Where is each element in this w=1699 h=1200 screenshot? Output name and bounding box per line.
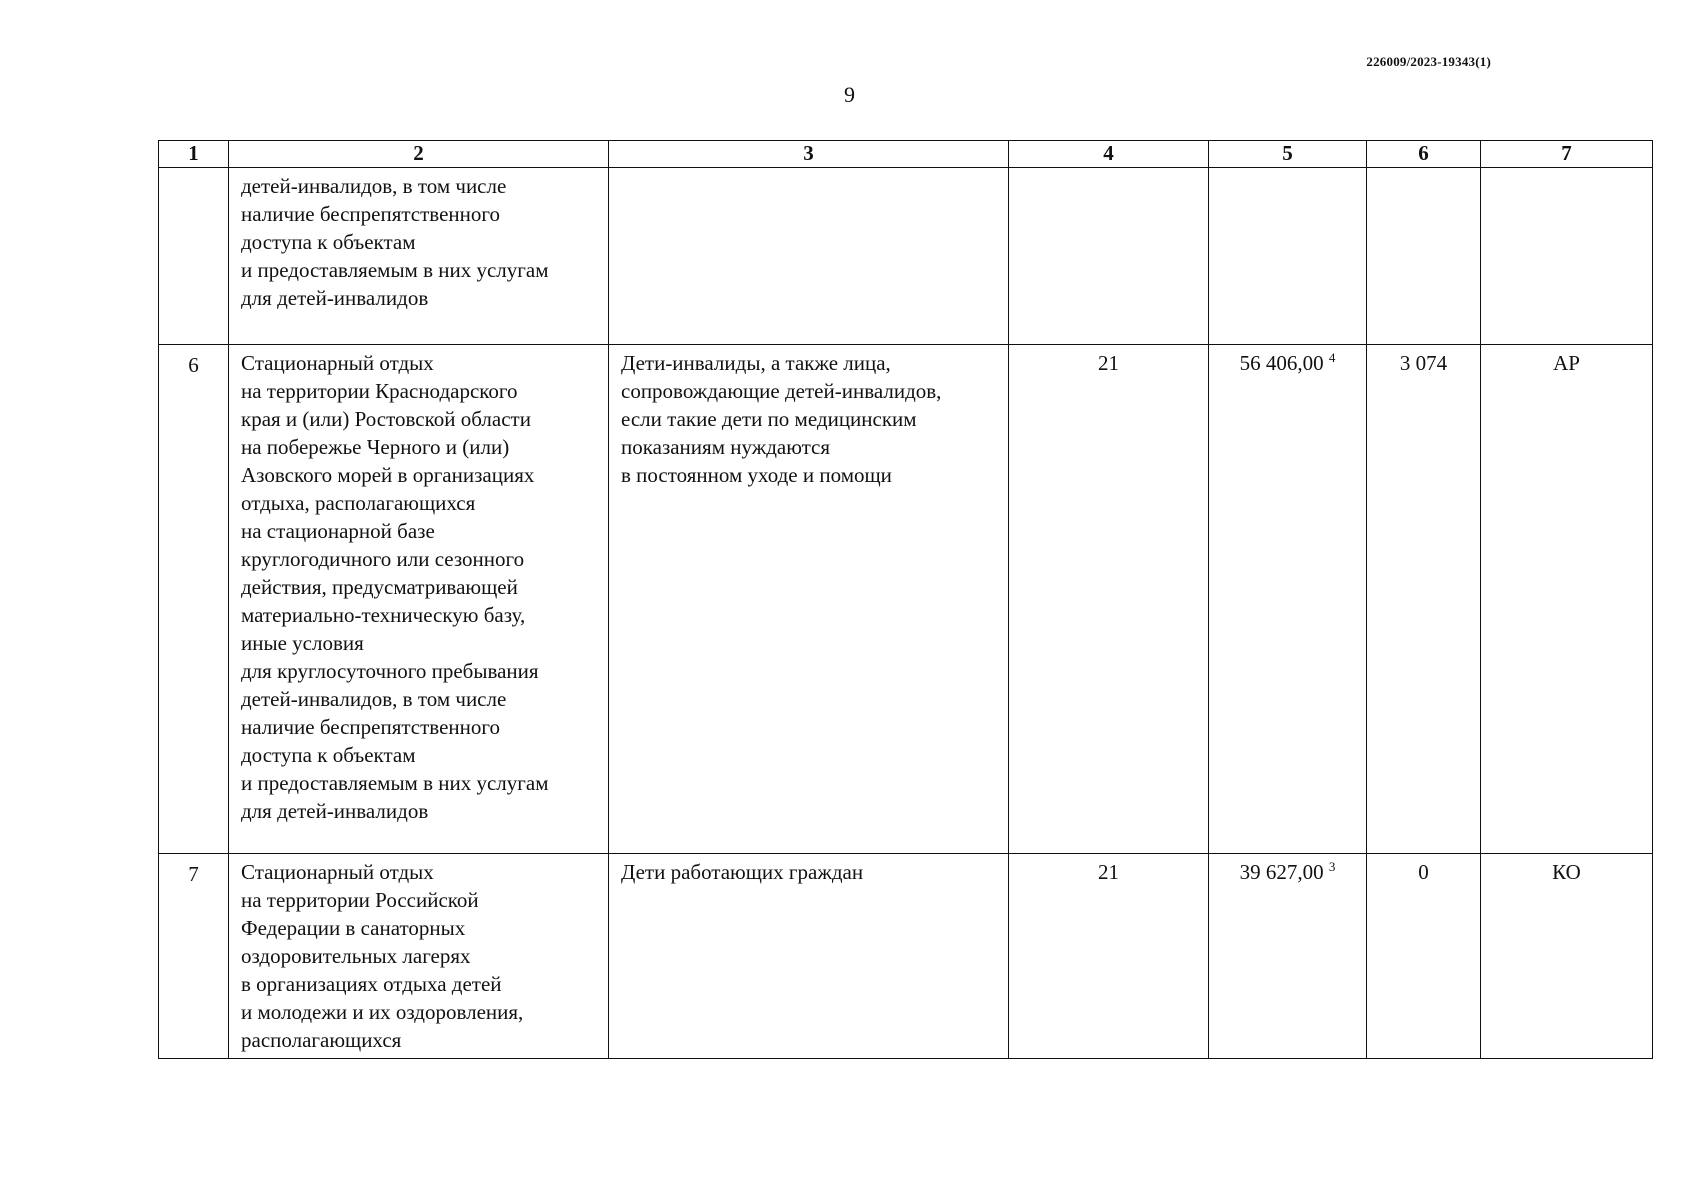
footnote-mark: 3 bbox=[1328, 859, 1336, 874]
text-line: наличие беспрепятственного bbox=[241, 715, 500, 739]
table-cell bbox=[1481, 168, 1653, 345]
cost-value bbox=[1209, 854, 1367, 1059]
cost-amount: 56 406,00 bbox=[1239, 351, 1324, 375]
text-line: Федерации в санаторных bbox=[241, 916, 466, 940]
text-line: края и (или) Ростовской области bbox=[241, 407, 531, 431]
text-line: в постоянном уходе и помощи bbox=[621, 463, 892, 487]
text-line: круглогодичного или сезонного bbox=[241, 547, 525, 571]
column-header: 6 bbox=[1367, 141, 1481, 168]
header-row bbox=[159, 141, 1653, 168]
text-line: располагающихся bbox=[241, 1028, 402, 1052]
text-line: для круглосуточного пребывания bbox=[241, 659, 539, 683]
row-number: 7 bbox=[159, 854, 229, 1059]
text-line: показаниям нуждаются bbox=[621, 435, 831, 459]
column-header: 1 bbox=[159, 141, 229, 168]
text-line: Дети-инвалиды, а также лица, bbox=[621, 351, 891, 375]
text-line: на стационарной базе bbox=[241, 519, 435, 543]
data-table bbox=[158, 140, 1653, 1059]
row-number: 6 bbox=[159, 345, 229, 854]
table-row-continuation bbox=[159, 168, 1653, 345]
text-line: и молодежи и их оздоровления, bbox=[241, 1000, 524, 1024]
table-row bbox=[159, 854, 1653, 1059]
code-value: КО bbox=[1481, 854, 1653, 1059]
column-header: 4 bbox=[1009, 141, 1209, 168]
text-line: материально-техническую базу, bbox=[241, 603, 526, 627]
text-line: Азовского морей в организациях bbox=[241, 463, 535, 487]
text-line: в организациях отдыха детей bbox=[241, 972, 502, 996]
text-line: на побережье Черного и (или) bbox=[241, 435, 510, 459]
text-line: детей-инвалидов, в том числе bbox=[241, 174, 507, 198]
table-cell bbox=[1209, 168, 1367, 345]
text-line: если такие дети по медицинским bbox=[621, 407, 917, 431]
text-line: действия, предусматривающей bbox=[241, 575, 518, 599]
text-line: доступа к объектам bbox=[241, 230, 416, 254]
text-line: наличие беспрепятственного bbox=[241, 202, 500, 226]
recipient-category bbox=[609, 854, 1009, 1059]
document-id: 226009/2023-19343(1) bbox=[1366, 54, 1491, 69]
text-line: Стационарный отдых bbox=[241, 860, 434, 884]
service-description bbox=[229, 854, 609, 1059]
text-line: Стационарный отдых bbox=[241, 351, 434, 375]
text-line: Дети работающих граждан bbox=[621, 860, 864, 884]
text-line: доступа к объектам bbox=[241, 743, 416, 767]
table-cell bbox=[1367, 168, 1481, 345]
text-line: сопровождающие детей-инвалидов, bbox=[621, 379, 942, 403]
duration-days: 21 bbox=[1009, 854, 1209, 1059]
text-line: для детей-инвалидов bbox=[241, 799, 429, 823]
text-line: отдыха, располагающихся bbox=[241, 491, 476, 515]
recipient-category bbox=[609, 345, 1009, 854]
quantity-value: 0 bbox=[1367, 854, 1481, 1059]
table-cell bbox=[159, 168, 229, 345]
table-row bbox=[159, 345, 1653, 854]
text-line: иные условия bbox=[241, 631, 364, 655]
duration-days: 21 bbox=[1009, 345, 1209, 854]
cost-value bbox=[1209, 345, 1367, 854]
column-header: 3 bbox=[609, 141, 1009, 168]
footnote-mark: 4 bbox=[1328, 350, 1336, 365]
table-cell bbox=[609, 168, 1009, 345]
text-line: и предоставляемым в них услугам bbox=[241, 258, 549, 282]
column-header: 7 bbox=[1481, 141, 1653, 168]
table-cell bbox=[1009, 168, 1209, 345]
text-line: для детей-инвалидов bbox=[241, 286, 429, 310]
quantity-value: 3 074 bbox=[1367, 345, 1481, 854]
page-number: 9 bbox=[844, 82, 855, 107]
service-description bbox=[229, 168, 609, 345]
text-line: на территории Российской bbox=[241, 888, 479, 912]
text-line: детей-инвалидов, в том числе bbox=[241, 687, 507, 711]
text-line: на территории Краснодарского bbox=[241, 379, 518, 403]
text-line: оздоровительных лагерях bbox=[241, 944, 471, 968]
column-header: 5 bbox=[1209, 141, 1367, 168]
cost-amount: 39 627,00 bbox=[1239, 860, 1324, 884]
column-header: 2 bbox=[229, 141, 609, 168]
text-line: и предоставляемым в них услугам bbox=[241, 771, 549, 795]
service-description bbox=[229, 345, 609, 854]
code-value: АР bbox=[1481, 345, 1653, 854]
